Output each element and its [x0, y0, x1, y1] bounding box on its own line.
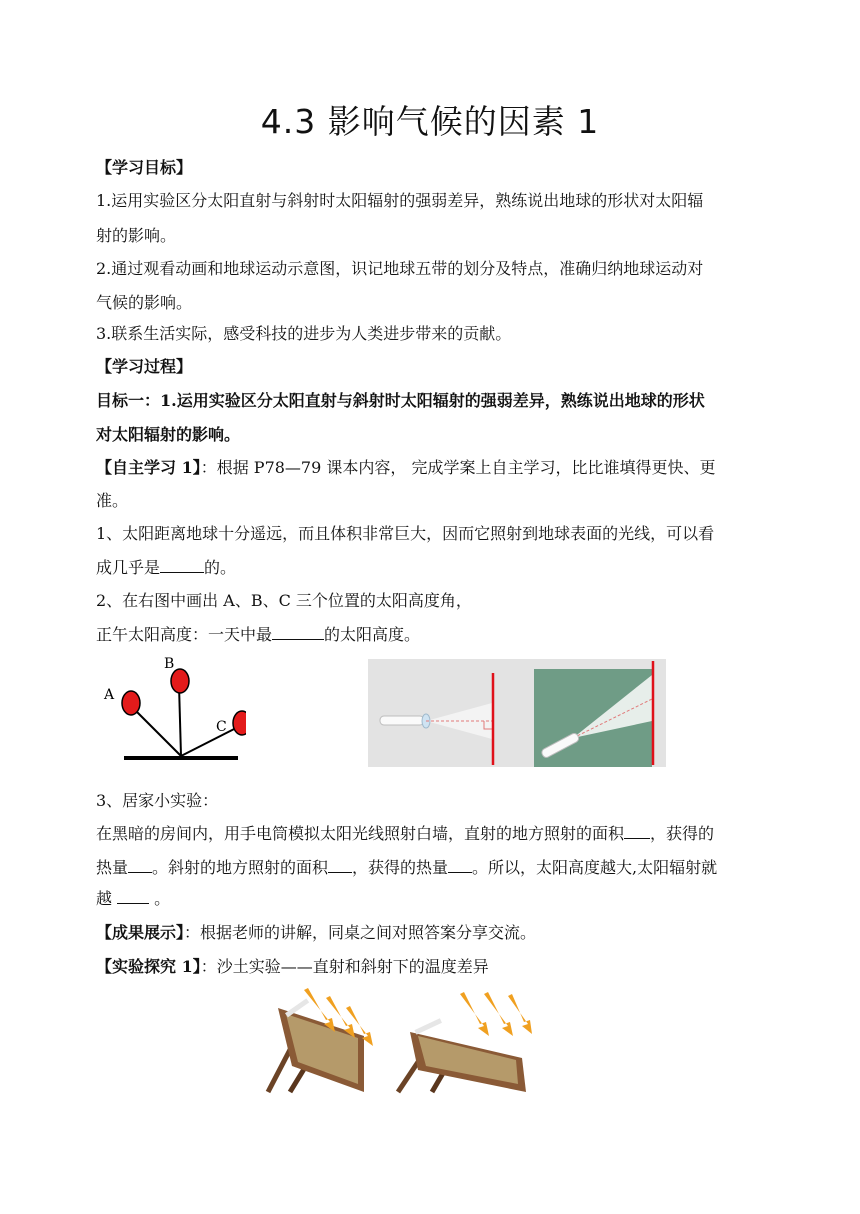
question-3-heading: 3、居家小实验：	[96, 791, 219, 810]
self-study-label: 【自主学习 1】	[96, 458, 201, 477]
question-1-text: 成几乎是	[96, 558, 161, 577]
label-c: C	[216, 719, 227, 735]
question-1-line-b	[96, 558, 776, 578]
show-label: 【成果展示】	[96, 923, 185, 942]
sun-c-dot	[233, 711, 246, 735]
show-line	[96, 923, 776, 943]
question-2-text: 正午太阳高度：一天中最	[96, 625, 273, 644]
answer-blank[interactable]	[160, 558, 204, 573]
self-study-text: ：根据 P78—79 课本内容， 完成学案上自主学习，比比谁填得更快、更	[200, 458, 716, 477]
question-1-line-a: 1、太阳距离地球十分遥远，而且体积非常巨大，因而它照射到地球表面的光线，可以看	[96, 524, 715, 543]
answer-blank[interactable]	[328, 858, 352, 873]
sun-position-diagram	[96, 655, 246, 765]
question-3-line-a	[96, 824, 776, 844]
question-3-text: 热量	[96, 858, 129, 877]
experiment-label: 【实验探究 1】	[96, 957, 201, 976]
sun-b-dot	[171, 669, 189, 693]
answer-blank[interactable]	[128, 858, 152, 873]
label-b: B	[164, 656, 175, 672]
target-1-line-a: 目标一：1.运用实验区分太阳直射与斜射时太阳辐射的强弱差异，熟练说出地球的形状	[96, 391, 705, 410]
answer-blank[interactable]	[272, 625, 324, 640]
question-3-text: 越	[96, 889, 118, 908]
question-3-line-b	[96, 858, 776, 878]
stick-b	[179, 685, 181, 756]
question-3-text: 在黑暗的房间内，用手电筒模拟太阳光线照射白墙，直射的地方照射的面积	[96, 824, 625, 843]
stick-a	[132, 707, 181, 756]
self-study-line-b: 准。	[96, 491, 129, 510]
page-title: 4.3 影响气候的因素 1	[260, 102, 600, 141]
target-1-line-b: 对太阳辐射的影响。	[96, 425, 241, 444]
experiment-text: ：沙土实验——直射和斜射下的温度差异	[200, 957, 489, 976]
experiment-line	[96, 957, 776, 977]
flashlight-left-icon	[380, 716, 424, 725]
question-3-line-c	[96, 889, 776, 909]
question-3-text: ，获得的热量	[352, 858, 449, 877]
question-3-text: 。斜射的地方照射的面积	[152, 858, 329, 877]
question-3-text-end: ，获得的	[650, 824, 715, 843]
stick-c	[181, 725, 242, 756]
goal-1-line-a: 1.运用实验区分太阳直射与斜射时太阳辐射的强弱差异，熟练说出地球的形状对太阳辐	[96, 191, 704, 210]
goal-2-line-a: 2.通过观看动画和地球运动示意图，识记地球五带的划分及特点，准确归纳地球运动对	[96, 259, 704, 278]
show-text: ：根据老师的讲解，同桌之间对照答案分享交流。	[184, 923, 537, 942]
flashlight-experiment-image	[368, 659, 666, 767]
label-a: A	[104, 687, 115, 703]
question-3-text-end: 。	[149, 889, 171, 908]
goal-3: 3.联系生活实际，感受科技的进步为人类进步带来的贡献。	[96, 324, 512, 343]
answer-blank[interactable]	[117, 889, 149, 904]
thermometer-right-icon	[414, 1018, 441, 1034]
sun-a-dot	[122, 691, 140, 715]
question-3-text-end: 。所以，太阳高度越大,太阳辐射就	[472, 858, 718, 877]
sun-arrows-right	[460, 992, 532, 1036]
question-2-text-end: 的太阳高度。	[324, 625, 421, 644]
self-study-line-a	[96, 458, 776, 478]
answer-blank[interactable]	[624, 824, 650, 839]
goals-heading: 【学习目标】	[96, 158, 193, 177]
question-2-line-b	[96, 625, 776, 645]
answer-blank[interactable]	[448, 858, 472, 873]
goal-2-line-b: 气候的影响。	[96, 293, 193, 312]
question-2-line-a: 2、在右图中画出 A、B、C 三个位置的太阳高度角，	[96, 591, 472, 610]
question-1-text-end: 的。	[204, 558, 237, 577]
sand-tray-experiment-image	[232, 980, 536, 1100]
goal-1-line-b: 射的影响。	[96, 226, 177, 245]
process-heading: 【学习过程】	[96, 357, 193, 376]
